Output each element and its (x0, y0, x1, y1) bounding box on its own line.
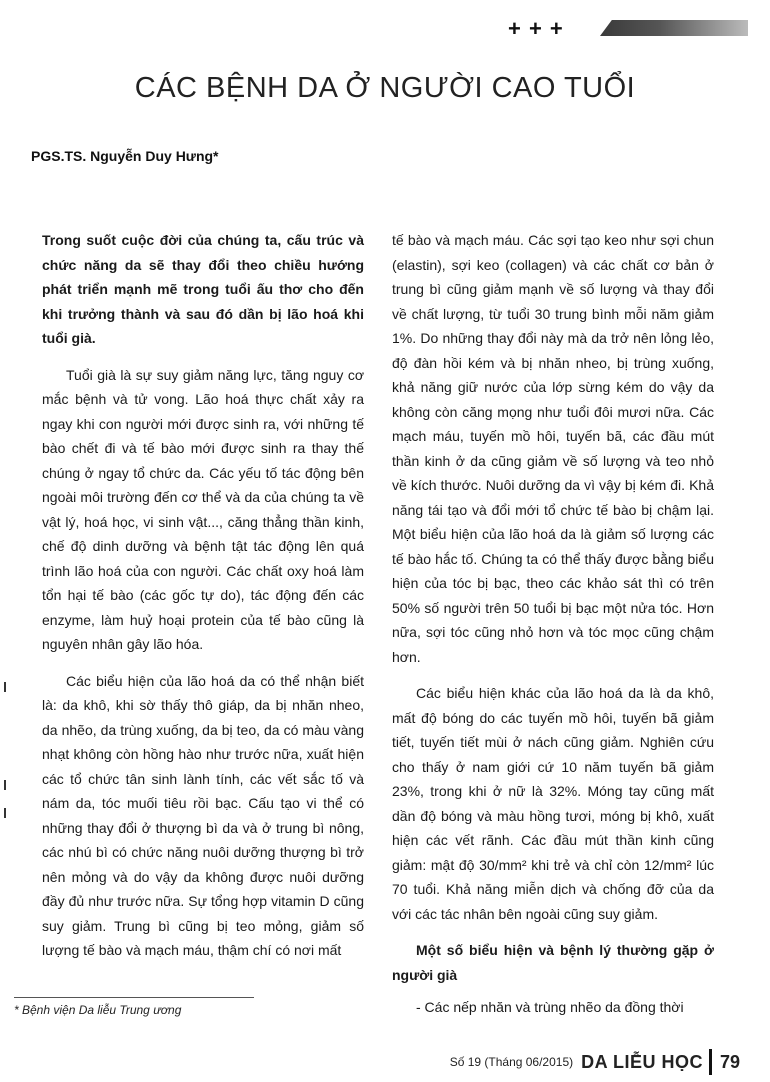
issue-info: Số 19 (Tháng 06/2015) (449, 1055, 574, 1069)
left-column (42, 228, 364, 975)
paragraph: Các biểu hiện của lão hoá da có thể nhận biết là: da khô, khi sờ thấy thô giáp, da bị nhăn nheo, da nhẽo, da trùng xuống, da bị teo, da có màu vàng nhạt không còn hồng hào như trước nữa, xuất hiện các tổ chức tân sinh lành tính, các vết sắc tố và nám da, tóc muối tiêu rồi bạc. Cấu tạo vi thể có những thay đổi ở thượng bì da và ở trung bì nông, các nhú bì có chức năng nuôi dưỡng thượng bì trở nên mỏng và do vậy da không được nuôi dưỡng đầy đủ như trước nữa. Sự tổng hợp vitamin D cũng suy giảm. Trung bì cũng bị teo mỏng, giảm số lượng tế bào và mạch máu, thậm chí có nơi mất (42, 672, 364, 958)
right-column (392, 228, 714, 1032)
decorative-bar (600, 20, 748, 36)
paragraph: Các biểu hiện khác của lão hoá da là da khô, mất độ bóng do các tuyến mồ hôi, tuyến bã giảm tiết, tuyến tiết mùi ở nách cũng giảm. Nghiên cứu cho thấy ở nam giới cứ 10 năm tuyến bã giảm 23%, trong khi ở nữ là 32%. Móng tay cũng mất dần độ bóng và màu hồng tươi, móng bị khô, xuất hiện các vết rãnh. Các đầu mút thần kinh cũng giảm: mật độ 30/mm² khi trẻ và chỉ còn 12/mm² lúc 70 tuổi. Khả năng miễn dịch và chống đỡ của da với các tác nhân bên ngoài cũng suy giảm. (392, 685, 714, 922)
page-title: CÁC BỆNH DA Ở NGƯỜI CAO TUỔI (134, 72, 636, 104)
margin-mark (4, 808, 6, 818)
footnote: * Bệnh viện Da liễu Trung ương (14, 1003, 182, 1017)
page-footer (450, 1047, 740, 1077)
paragraph: Tuổi già là sự suy giảm năng lực, tăng nguy cơ mắc bệnh và tử vong. Lão hoá thực chất xảy ra ngay khi con người mới được sinh ra, với những tế bào chết đi và tế bào mới được sinh ra thay thế chúng ở ngay tổ chức da. Các yếu tố tác động bên ngoài môi trường đến cơ thể và da của chúng ta về vật lý, hoá học, vi sinh vật..., căng thẳng thần kinh, chế độ dinh dưỡng và bệnh tật tác động lên quá trình lão hoá của con người. Các chất oxy hoá làm tổn hại tế bào (các gốc tự do), tác động đến các enzyme, làm huỷ hoại protein của tế bào cũng là nguyên nhân gây lão hóa. (42, 366, 364, 652)
author-name: PGS.TS. Nguyễn Duy Hưng* (31, 148, 219, 164)
margin-mark (4, 682, 6, 692)
header-ornament (508, 14, 748, 44)
arrow-icon: + + + (508, 16, 564, 41)
footer-divider (709, 1049, 712, 1075)
lead-paragraph: Trong suốt cuộc đời của chúng ta, cấu trúc và chức năng da sẽ thay đổi theo chiều hướng phát triển mạnh mẽ trong tuổi ấu thơ cho đến khi trưởng thành và sau đó dần bị lão hoá khi tuổi già. (42, 232, 364, 346)
paragraph: tế bào và mạch máu. Các sợi tạo keo như sợi chun (elastin), sợi keo (collagen) và các chất cơ bản ở trung bì cũng giảm mạnh về số lượng và thay đổi về chất lượng, từ tuổi 30 trung bình mỗi năm giảm 1%. Do những thay đổi này mà da trở nên lỏng lẻo, độ đàn hồi kém và bị nhăn nheo, bị trùng xuống, khả năng giữ nước của lớp sừng kém do vậy da không còn căng mọng như tuổi đôi mươi nữa. Các mạch máu, tuyến mồ hôi, tuyến bã, các đầu mút thần kinh ở da cũng giảm về số lượng và teo nhỏ về kích thước. Nuôi dưỡng da vì vậy bị kém đi. Khả năng tái tạo và đổi mới tổ chức tế bào bị chậm lại. Một biểu hiện của lão hoá da là giảm số lượng các tế bào hắc tố. Chúng ta có thể thấy được bằng biểu hiện của tóc bị bạc, theo các khảo sát thì có trên 50% số người trên 50 tuổi bị bạc một nửa tóc. Hơn nữa, sợi tóc cũng nhỏ hơn và tóc mọc cũng chậm hơn. (392, 232, 714, 665)
paragraph: - Các nếp nhăn và trùng nhẽo da đồng thời (416, 999, 684, 1015)
margin-mark (4, 780, 6, 790)
journal-name: DA LIỄU HỌC (581, 1051, 703, 1072)
page-number: 79 (719, 1051, 740, 1072)
footnote-divider (14, 997, 254, 998)
section-heading: Một số biểu hiện và bệnh lý thường gặp ở người già (392, 942, 714, 983)
